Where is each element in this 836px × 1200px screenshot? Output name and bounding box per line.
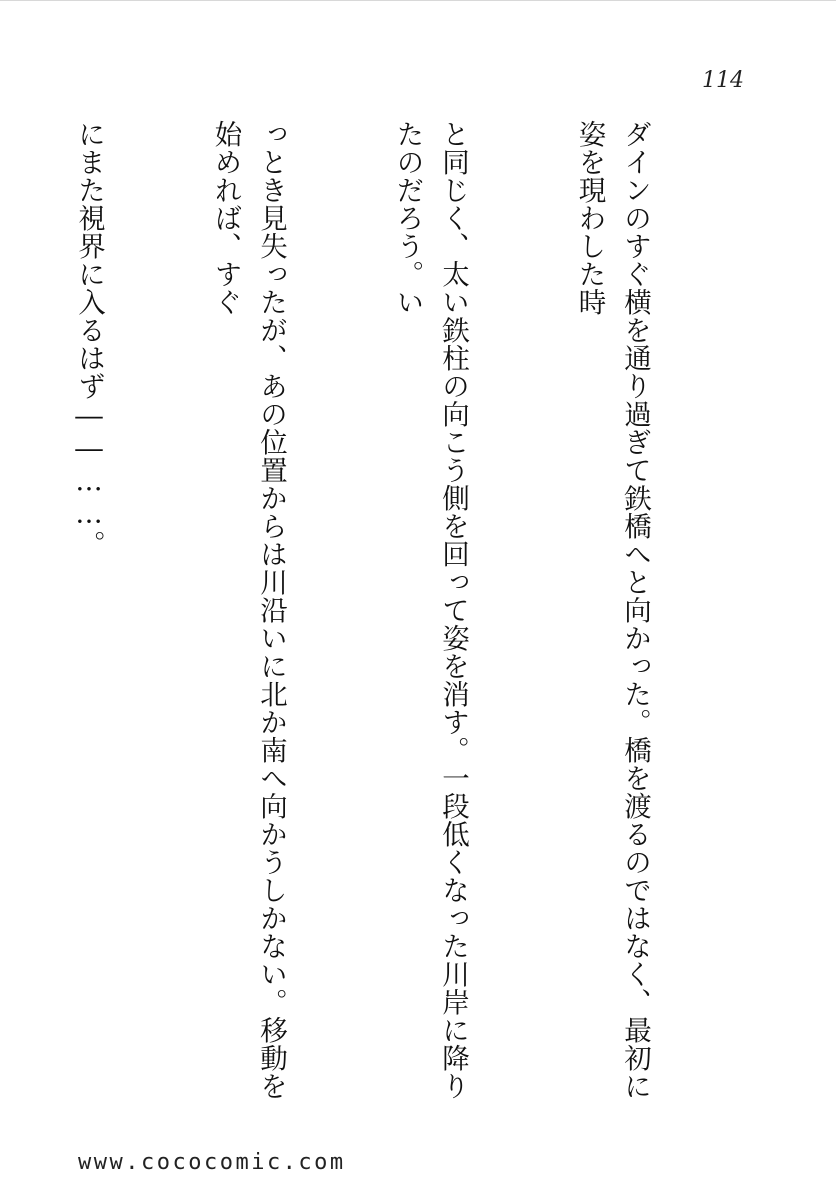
text-column: と同じく、太い鉄柱の向こう側を回って姿を消す。一段低くなった川岸に降りたのだろう。い [391, 120, 469, 1100]
novel-text-body [0, 120, 748, 1120]
text-column: っとき見失ったが、あの位置からは川沿いに北か南へ向かうしかない。移動を始めれば、すぐ [209, 120, 287, 1100]
text-column: ダインのすぐ横を通り過ぎて鉄橋へと向かった。橋を渡るのではなく、最初に姿を現わした時 [573, 120, 651, 1100]
top-border-line [0, 0, 836, 1]
text-column: にまた視界に入るはず――……。 [73, 120, 105, 558]
page-number: 114 [702, 68, 744, 93]
footer-watermark-url: www.cococomic.com [78, 1150, 346, 1175]
